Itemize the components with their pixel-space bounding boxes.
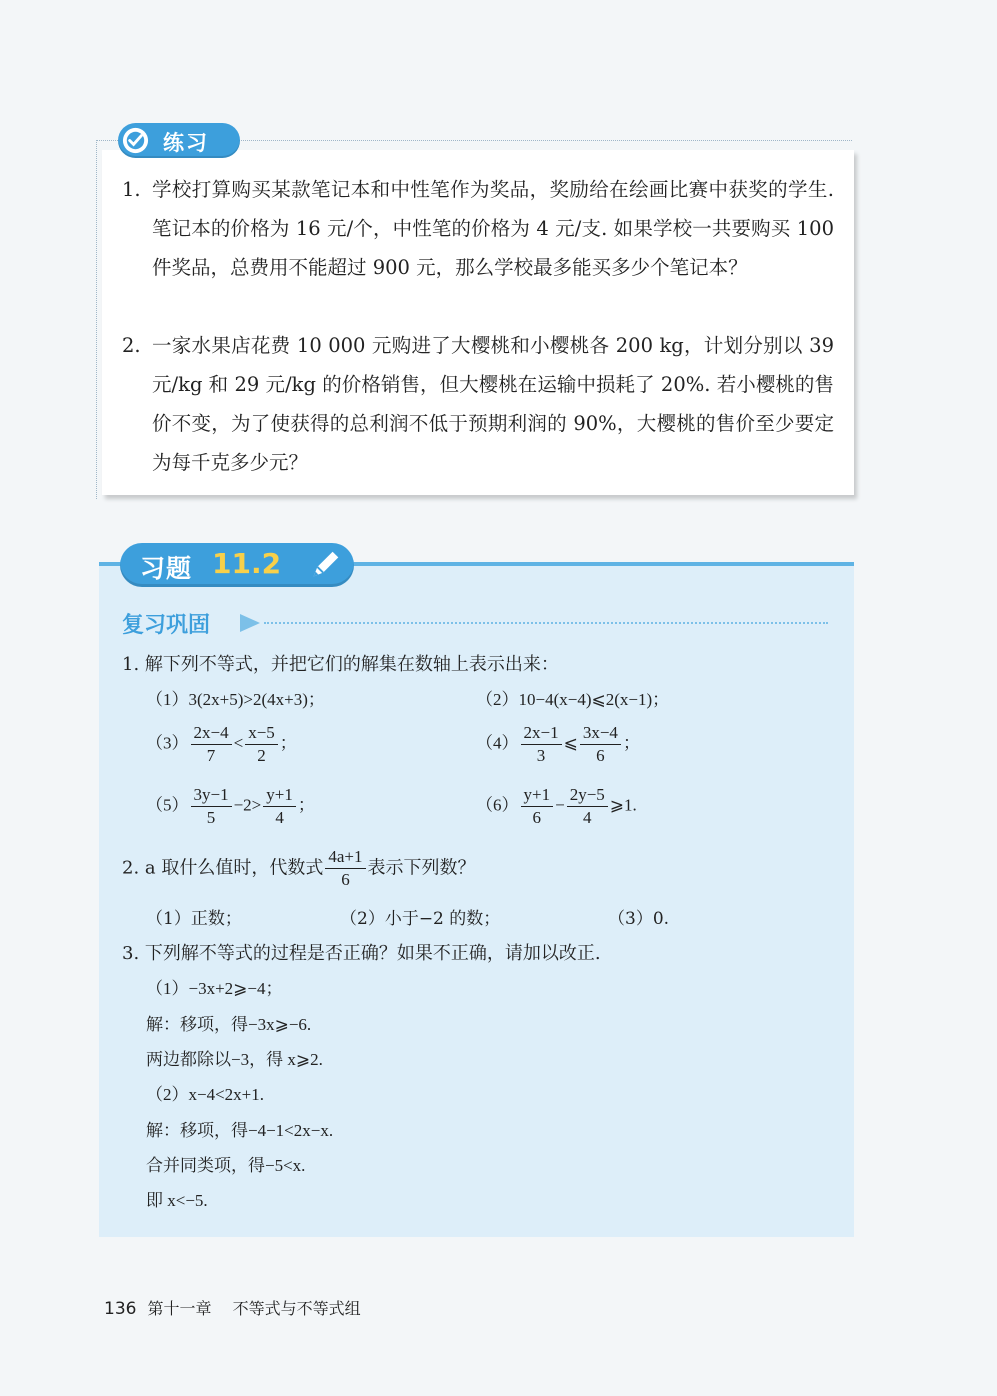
q2-option-3: （3）0.: [608, 909, 670, 929]
q1-part-6: （6） $\frac{y+1}{6}$ − $\frac{2y-5}{4}$ ⩾1.: [476, 785, 637, 827]
chapter-title: 不等式与不等式组: [232, 1299, 361, 1318]
q3-line: 3. 下列解不等式的过程是否正确？如果不正确，请加以改正.: [122, 943, 601, 964]
practice-item-2: 2. 一家水果店花费 10 000 元购进了大樱桃和小樱桃各 200 kg，计划分别以 39 元/kg 和 29 元/kg 的价格销售，但大樱桃在运输中损耗了 20%. 若小樱桃的售价不变，为了使获得的总利润不低于预期利润的 90%，大樱桃的售价至少要定为每千克多少元？: [122, 334, 834, 474]
q3-step-6: 合并同类项，得−5<x.: [146, 1156, 306, 1175]
q2-line: 2. a 取什么值时，代数式 $\frac{4a+1}{6}$ 表示下列数？: [122, 847, 476, 889]
review-dotted-line: [264, 622, 828, 624]
chapter-label: 第十一章: [147, 1299, 212, 1318]
q3-step-7: 即 x<−5.: [146, 1191, 208, 1210]
q1-line: 1. 解下列不等式，并把它们的解集在数轴上表示出来：: [122, 654, 559, 675]
q1-part-4: （4） $\frac{2x-1}{3}$ ⩽ $\frac{3x-4}{6}$ ；: [476, 723, 640, 765]
exercise-title-word: 习题: [140, 554, 193, 583]
q3-step-4: （2）x−4<2x+1.: [146, 1085, 265, 1104]
review-heading: 复习巩固: [122, 613, 211, 638]
practice-check-icon: [121, 126, 150, 155]
q3-step-3: 两边都除以−3，得 x⩾2.: [146, 1050, 323, 1069]
q3-step-5: 解：移项，得−4−1<2x−x.: [146, 1121, 334, 1140]
triangle-arrow-icon: [238, 612, 262, 634]
q3-step-1: （1）−3x+2⩾−4；: [146, 979, 283, 998]
page-footer: [104, 1296, 361, 1319]
pencil-icon: [306, 546, 344, 584]
exercise-title-number: 11.2: [212, 547, 282, 580]
page-number: 136: [104, 1299, 137, 1319]
exercise-tab: [120, 543, 354, 587]
q1-part-5: （5） $\frac{3y-1}{5}$ −2> $\frac{y+1}{4}$ ；: [146, 785, 315, 827]
q3-step-2: 解：移项，得−3x⩾−6.: [146, 1015, 312, 1034]
q2-option-2: （2）小于−2 的数；: [340, 909, 501, 929]
q1-part-2: （2）10−4(x−4)⩽2(x−1)；: [476, 690, 670, 709]
practice-tab: [118, 123, 240, 158]
q1-part-1: （1）3(2x+5)>2(4x+3)；: [146, 690, 325, 709]
q2-option-1: （1）正数；: [146, 909, 242, 929]
practice-item-1: 1. 学校打算购买某款笔记本和中性笔作为奖品，奖励给在绘画比赛中获奖的学生. 笔记本的价格为 16 元/个，中性笔的价格为 4 元/支. 如果学校一共要购买 100 件奖品，总费用不能超过 900 元，那么学校最多能买多少个笔记本？: [122, 178, 834, 279]
practice-title: 练习: [163, 131, 209, 155]
q1-part-3: （3） $\frac{2x-4}{7}$ < $\frac{x-5}{2}$ ；: [146, 723, 297, 765]
